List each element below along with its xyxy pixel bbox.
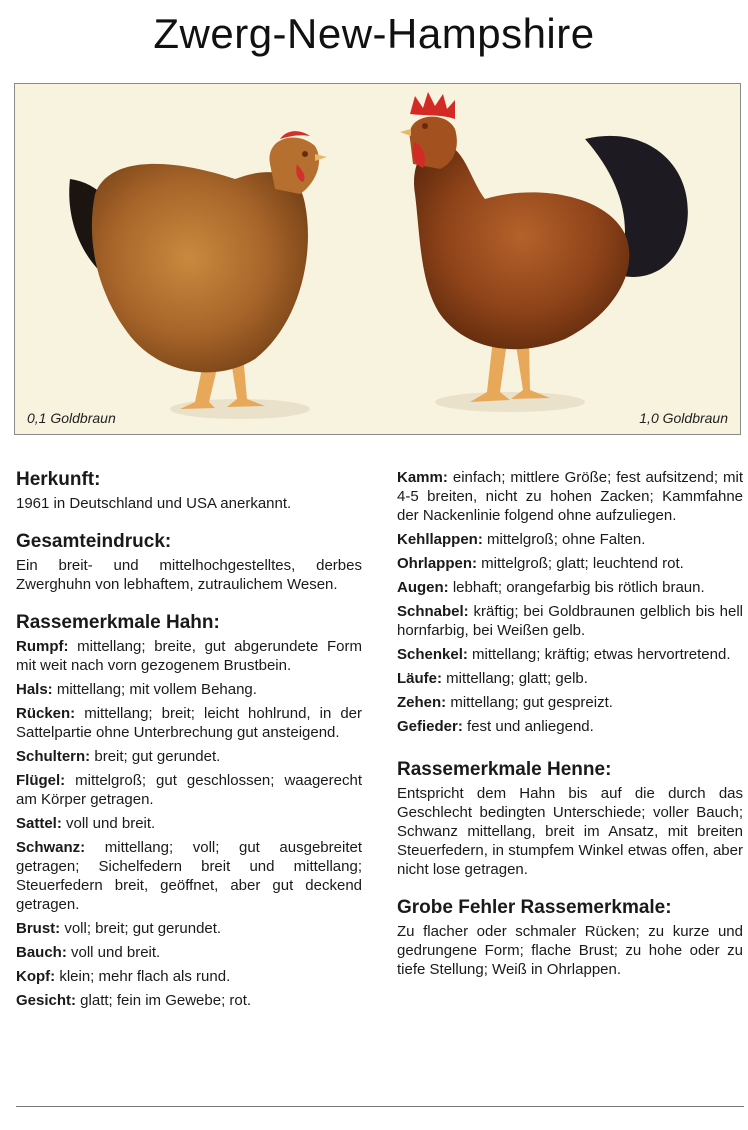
item-schenkel: Schenkel: mittellang; kräftig; etwas hervortretend.: [397, 646, 731, 663]
heading-gesamteindruck: Gesamteindruck:: [16, 531, 172, 552]
item-bauch: Bauch: voll und breit.: [16, 944, 161, 961]
item-kehllappen: Kehllappen: mittelgroß; ohne Falten.: [397, 531, 646, 548]
text-rassemerkmale-henne: Entspricht dem Hahn bis auf die durch das Geschlecht bedingten Unterschiede; voller Bauch; Schwanz mittellang, breit im Ansatz, mit breiten Steuerfedern, in stumpfem Winkel etwas offen, aber nicht lose getragen.: [397, 785, 743, 878]
item-rumpf: Rumpf: mittellang; breite, gut abgerundete Form mit weit nach vorn gezogenem Brustbein.: [16, 638, 362, 674]
item-kopf: Kopf: klein; mehr flach als rund.: [16, 968, 231, 985]
item-schwanz: Schwanz: mittellang; voll; gut ausgebreitet getragen; Sichelfedern breit und mittellang; Steuerfedern breit, geöffnet, aber gut deckend getragen.: [16, 839, 362, 913]
item-hals: Hals: mittellang; mit vollem Behang.: [16, 681, 257, 698]
item-brust: Brust: voll; breit; gut gerundet.: [16, 920, 222, 937]
heading-rassemerkmale-hahn: Rassemerkmale Hahn:: [16, 612, 220, 633]
text-gesamteindruck: Ein breit- und mittelhochgestelltes, derbes Zwerghuhn von lebhaftem, zutraulichem Wesen.: [16, 557, 362, 593]
item-schnabel: Schnabel: kräftig; bei Goldbraunen gelblich bis hell hornfarbig, bei Weißen gelb.: [397, 603, 743, 639]
item-zehen: Zehen: mittellang; gut gespreizt.: [397, 694, 613, 711]
item-fluegel: Flügel: mittelgroß; gut geschlossen; waagerecht am Körper getragen.: [16, 772, 362, 808]
heading-grobe-fehler: Grobe Fehler Rassemerkmale:: [397, 897, 672, 918]
item-ruecken: Rücken: mittellang; breit; leicht hohlrund, in der Sattelpartie ohne Unterbrechung gut ansteigend.: [16, 705, 362, 741]
item-sattel: Sattel: voll und breit.: [16, 815, 156, 832]
caption-hen: 0,1 Goldbraun: [27, 410, 116, 426]
item-gefieder: Gefieder: fest und anliegend.: [397, 718, 594, 735]
right-column: [397, 468, 743, 996]
rooster-figure: [400, 92, 688, 412]
text-grobe-fehler: Zu flacher oder schmaler Rücken; zu kurze und gedrungene Form; flache Brust; zu hohe oder zu tiefe Stellung; Weiß in Ohrlappen.: [397, 923, 743, 978]
chicken-photo: [14, 83, 741, 435]
text-herkunft: 1961 in Deutschland und USA anerkannt.: [16, 495, 292, 512]
left-column: [16, 468, 362, 1015]
heading-herkunft: Herkunft:: [16, 469, 101, 490]
item-laeufe: Läufe: mittellang; glatt; gelb.: [397, 670, 588, 687]
bottom-divider: [16, 1106, 744, 1107]
item-kamm: Kamm: einfach; mittlere Größe; fest aufsitzend; mit 4-5 breiten, nicht zu hohen Zacken; Kammfahne der Nackenlinie folgend ohne aufzuliegen.: [397, 469, 743, 524]
chicken-illustration: [15, 84, 741, 435]
item-augen: Augen: lebhaft; orangefarbig bis rötlich braun.: [397, 579, 705, 596]
heading-rassemerkmale-henne: Rassemerkmale Henne:: [397, 759, 612, 780]
item-schultern: Schultern: breit; gut gerundet.: [16, 748, 221, 765]
item-ohrlappen: Ohrlappen: mittelgroß; glatt; leuchtend rot.: [397, 555, 684, 572]
item-gesicht: Gesicht: glatt; fein im Gewebe; rot.: [16, 992, 252, 1009]
page-title: Zwerg-New-Hampshire: [153, 10, 595, 57]
caption-rooster: 1,0 Goldbraun: [639, 410, 728, 426]
hen-figure: [69, 131, 327, 419]
